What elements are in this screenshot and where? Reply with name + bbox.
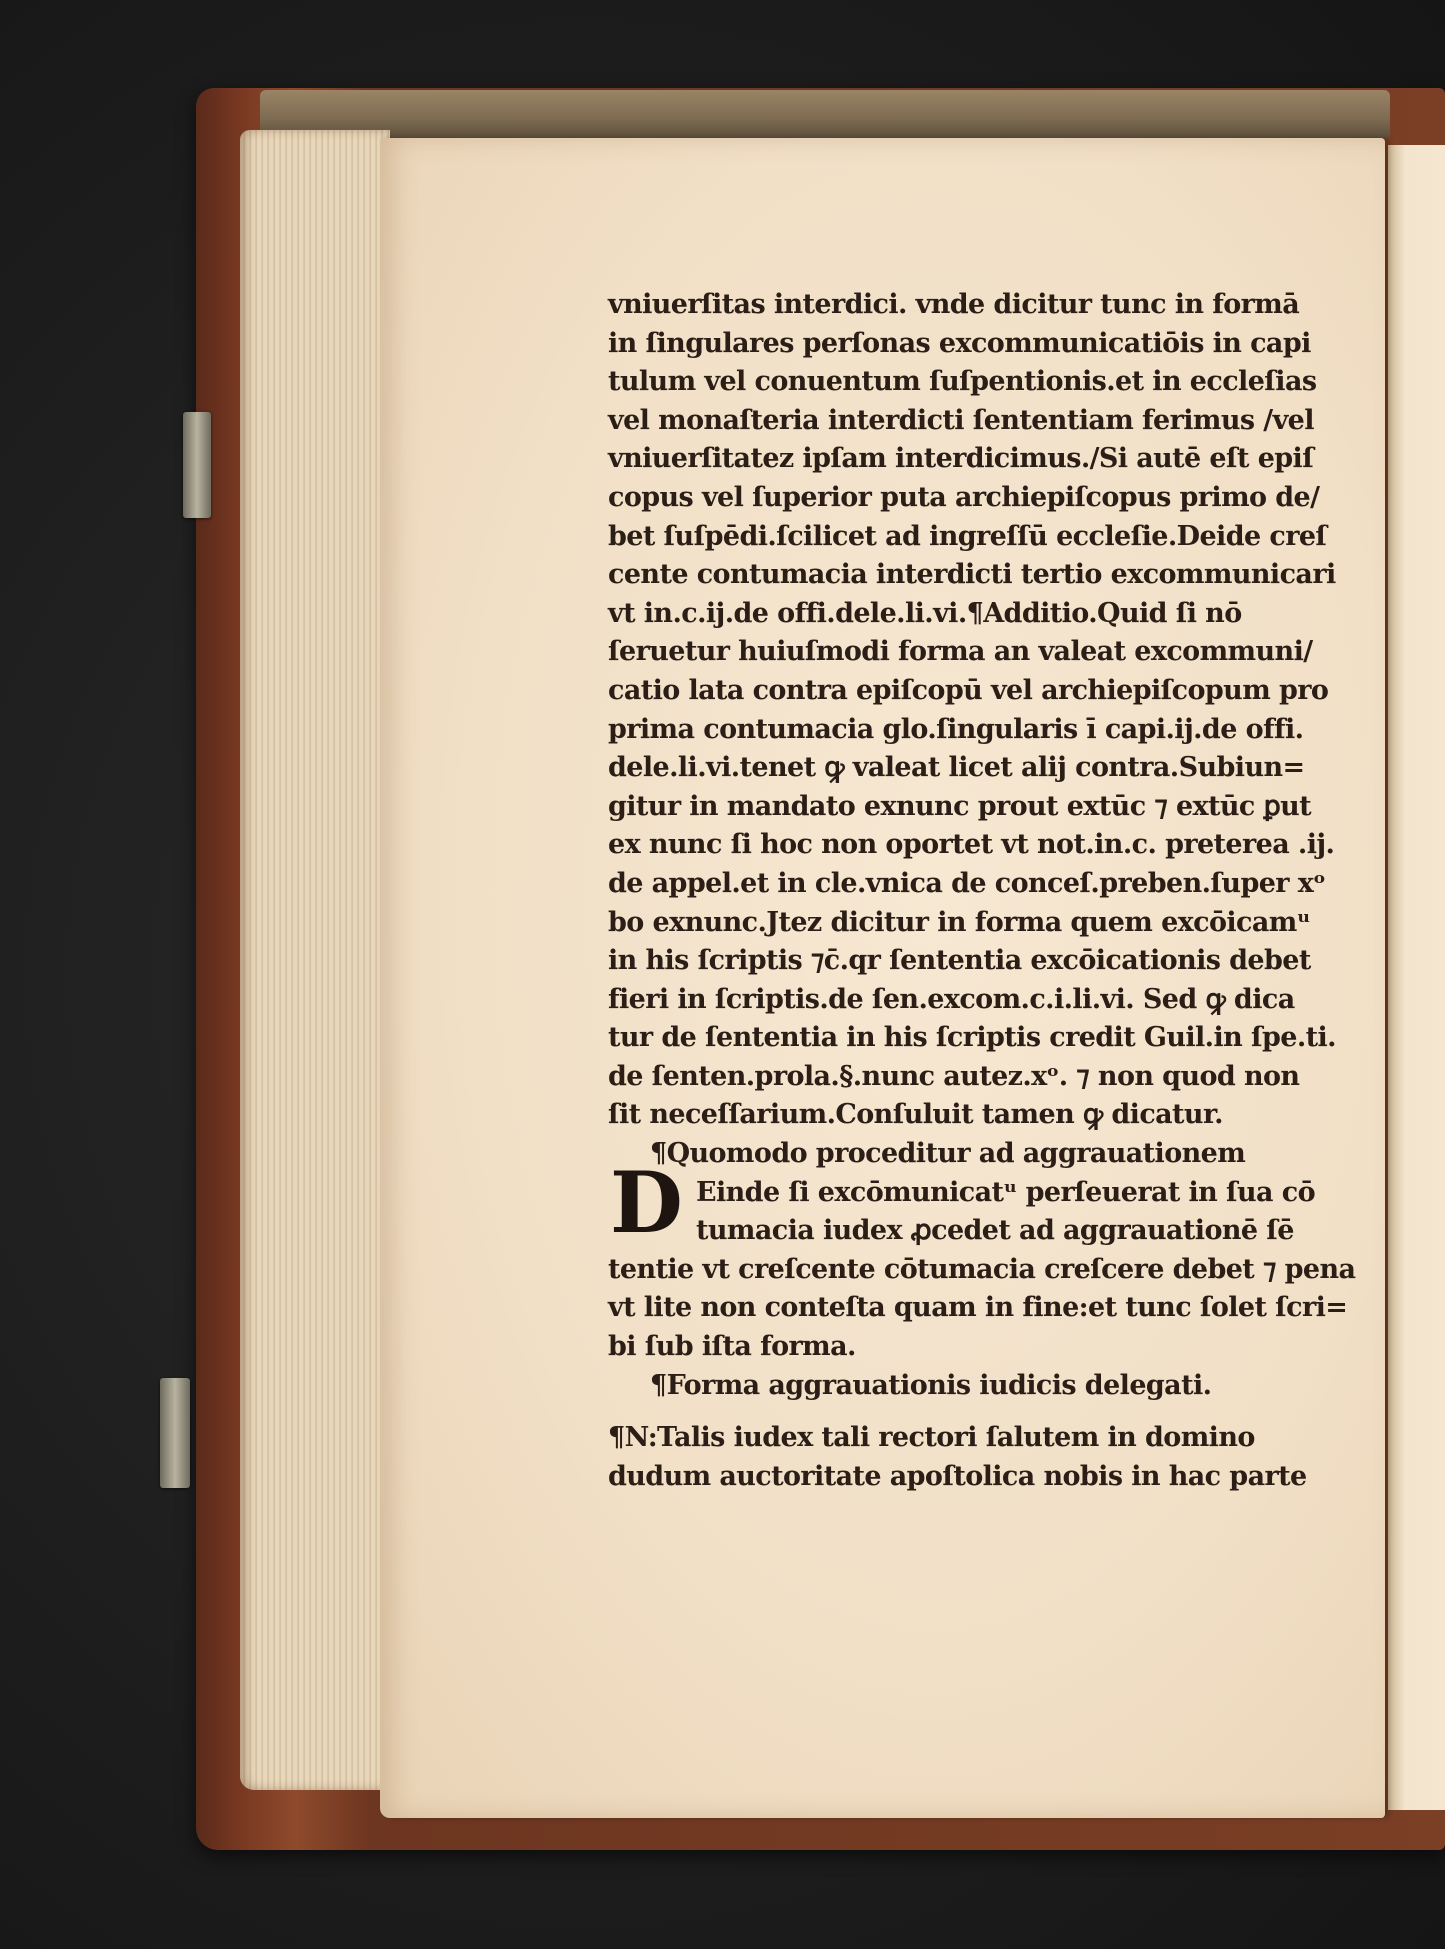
text-line: tentie vt creſcente cōtumacia creſcere debet ⁊ pena <box>608 1253 1356 1285</box>
text-line: de appel.et in cle.vnica de conceſ.preben.ſuper xᵒ <box>608 867 1326 899</box>
text-line: ſit neceſſarium.Conſuluit tamen ꝙ dicatur. <box>608 1099 1223 1131</box>
text-line: fieri in ſcriptis.de ſen.excom.c.i.li.vi. Sed ꝙ dica <box>608 983 1295 1015</box>
clasp-upper <box>183 412 211 518</box>
text-line: ex nunc ſi hoc non oportet vt not.in.c. preterea .ij. <box>608 829 1335 861</box>
text-line: ¶N:Talis iudex tali rectori ſalutem in domino <box>608 1422 1255 1454</box>
book-headcap <box>260 90 1390 138</box>
text-line: vt in.c.ij.de offi.dele.li.vi.¶Additio.Quid ſi nō <box>608 597 1242 629</box>
text-line: tulum vel conuentum ſuſpentionis.et in eccleſias <box>608 366 1317 398</box>
text-line: dele.li.vi.tenet ꝙ valeat licet alij contra.Subiun= <box>608 752 1305 784</box>
text-line: vel monaſteria interdicti ſententiam ferimus /vel <box>608 404 1314 436</box>
clasp-lower <box>160 1378 190 1488</box>
text-line: copus vel ſuperior puta archiepiſcopus primo de/ <box>608 481 1320 513</box>
text-line: catio lata contra epiſcopū vel archiepiſcopum pro <box>608 674 1329 706</box>
text-line: ſeruetur huiuſmodi forma an valeat excommuni/ <box>608 636 1313 668</box>
text-line: in his ſcriptis ⁊c̄.qr ſententia excōicationis debet <box>608 945 1311 977</box>
text-line: dudum auctoritate apoſtolica nobis in hac parte <box>608 1460 1307 1492</box>
text-line: in ſingulares perſonas excommunicatiōis in capi <box>608 327 1311 359</box>
page-edges <box>240 130 390 1790</box>
facing-page <box>1388 145 1445 1810</box>
page-text <box>608 286 1360 1496</box>
text-line: vniuerſitas interdici. vnde dicitur tunc in formā <box>608 289 1300 320</box>
text-line: vniuerſitatez ipſam interdicimus./Si autē eſt epiſ <box>608 443 1314 475</box>
text-line: prima contumacia glo.ſingularis ī capi.ij.de offi. <box>608 713 1304 745</box>
text-line: bo exnunc.Jtez dicitur in forma quem excōicamᵘ <box>608 906 1311 938</box>
text-line: Einde ſi excōmunicatᵘ perſeuerat in ſua cō <box>696 1176 1316 1208</box>
text-line: tur de ſententia in his ſcriptis credit Guil.in ſpe.ti. <box>608 1022 1336 1054</box>
text-line: cente contumacia interdicti tertio excommunicari <box>608 559 1336 591</box>
text-line: bi ſub iſta forma. <box>608 1331 856 1363</box>
text-line: bet ſuſpēdi.ſcilicet ad ingreſſū eccleſie.Deide creſ <box>608 520 1327 552</box>
section-heading: ¶Forma aggrauationis iudicis delegati. <box>650 1369 1212 1401</box>
text-line: vt lite non conteſta quam in fine:et tunc ſolet ſcri= <box>608 1292 1348 1324</box>
section-heading: ¶Quomodo proceditur ad aggrauationem <box>650 1138 1246 1170</box>
text-line: de ſenten.prola.§.nunc autez.xᵒ. ⁊ non quod non <box>608 1060 1300 1092</box>
text-line: gitur in mandato exnunc prout extūc ⁊ extūc ꝑut <box>608 790 1312 822</box>
drop-cap: D <box>610 1153 683 1252</box>
text-line: tumacia iudex ꝓcedet ad aggrauationē ſē <box>696 1215 1294 1247</box>
